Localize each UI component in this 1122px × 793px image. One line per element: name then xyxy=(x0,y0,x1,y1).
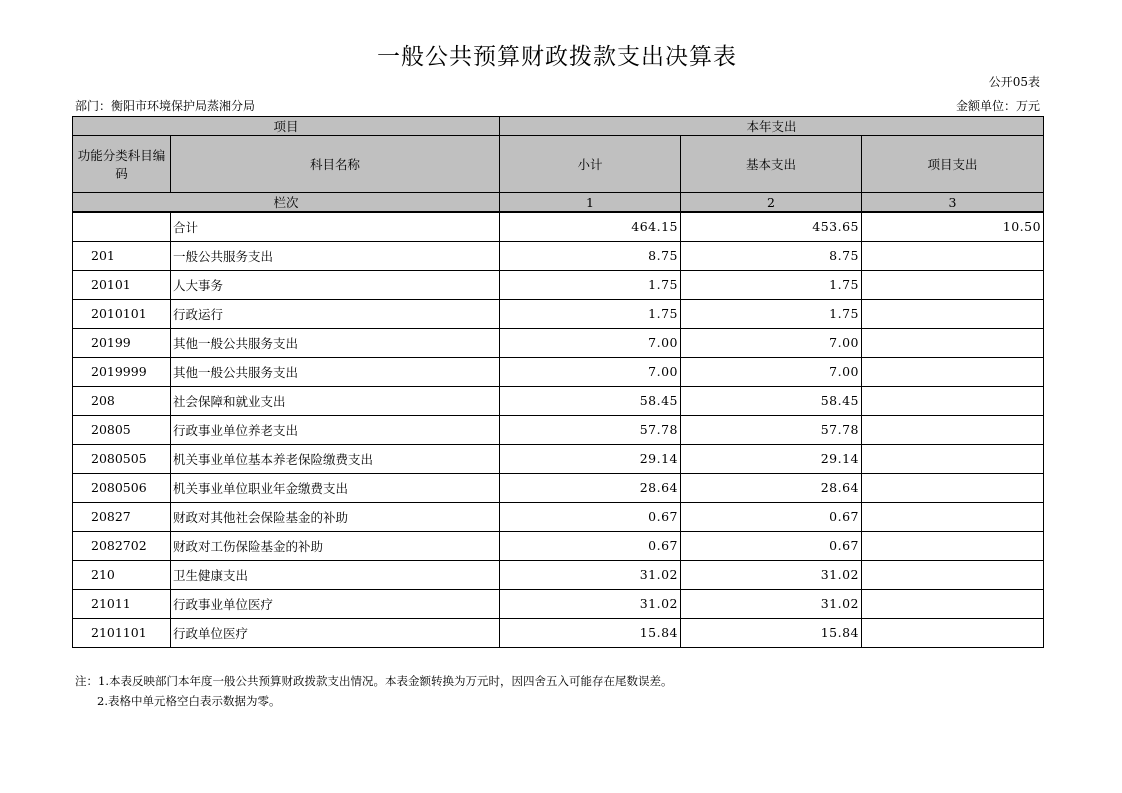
table-row xyxy=(73,444,1044,473)
project-cell xyxy=(862,531,1044,560)
header-subject-name: 科目名称 xyxy=(171,136,500,193)
subject-name-cell: 行政运行 xyxy=(171,299,500,328)
project-cell xyxy=(862,386,1044,415)
note-1: 注：1.本表反映部门本年度一般公共预算财政拨款支出情况。本表金额转换为万元时，因四舍五入可能存在尾数误差。 xyxy=(75,674,673,688)
subject-name-cell: 社会保障和就业支出 xyxy=(171,386,500,415)
unit-label: 金额单位：万元 xyxy=(955,99,1040,113)
subject-name-cell: 行政事业单位养老支出 xyxy=(171,415,500,444)
project-cell xyxy=(862,415,1044,444)
table-row xyxy=(73,589,1044,618)
func-code-cell: 201 xyxy=(73,241,171,270)
project-cell xyxy=(862,473,1044,502)
subtotal-cell: 28.64 xyxy=(500,473,681,502)
func-code-cell: 2082702 xyxy=(73,531,171,560)
func-code-cell: 2101101 xyxy=(73,618,171,647)
func-code-cell: 208 xyxy=(73,386,171,415)
header-col1: 1 xyxy=(500,193,681,213)
table-row xyxy=(73,270,1044,299)
subtotal-cell: 58.45 xyxy=(500,386,681,415)
project-cell xyxy=(862,560,1044,589)
form-code: 公开05表 xyxy=(988,75,1040,89)
header-current-year: 本年支出 xyxy=(500,117,1044,136)
subject-name-cell: 人大事务 xyxy=(171,270,500,299)
table-row xyxy=(73,473,1044,502)
notes xyxy=(75,671,672,711)
expenditure-table xyxy=(72,116,1044,648)
table-row xyxy=(73,299,1044,328)
func-code-cell: 20101 xyxy=(73,270,171,299)
table-row xyxy=(73,415,1044,444)
subtotal-cell: 7.00 xyxy=(500,328,681,357)
func-code-cell: 21011 xyxy=(73,589,171,618)
func-code-cell: 2080506 xyxy=(73,473,171,502)
subtotal-cell: 0.67 xyxy=(500,531,681,560)
header-func-code: 功能分类科目编码 xyxy=(73,136,171,193)
func-code-cell xyxy=(73,212,171,241)
basic-cell: 0.67 xyxy=(681,502,862,531)
basic-cell: 8.75 xyxy=(681,241,862,270)
table-row xyxy=(73,560,1044,589)
note-2: 2.表格中单元格空白表示数据为零。 xyxy=(97,694,281,708)
table-row xyxy=(73,502,1044,531)
subject-name-cell: 机关事业单位职业年金缴费支出 xyxy=(171,473,500,502)
table-row xyxy=(73,357,1044,386)
table-row xyxy=(73,328,1044,357)
header-subtotal: 小计 xyxy=(500,136,681,193)
subject-name-cell: 卫生健康支出 xyxy=(171,560,500,589)
table-row xyxy=(73,241,1044,270)
basic-cell: 15.84 xyxy=(681,618,862,647)
header-basic: 基本支出 xyxy=(681,136,862,193)
basic-cell: 31.02 xyxy=(681,589,862,618)
func-code-cell: 20805 xyxy=(73,415,171,444)
department-label: 部门：衡阳市环境保护局蒸湘分局 xyxy=(75,99,256,113)
table-row xyxy=(73,618,1044,647)
basic-cell: 31.02 xyxy=(681,560,862,589)
subtotal-cell: 29.14 xyxy=(500,444,681,473)
basic-cell: 28.64 xyxy=(681,473,862,502)
header-col2: 2 xyxy=(681,193,862,213)
subtotal-cell: 31.02 xyxy=(500,589,681,618)
table-row xyxy=(73,531,1044,560)
subtotal-cell: 0.67 xyxy=(500,502,681,531)
basic-cell: 57.78 xyxy=(681,415,862,444)
project-cell xyxy=(862,444,1044,473)
basic-cell: 1.75 xyxy=(681,270,862,299)
subject-name-cell: 行政事业单位医疗 xyxy=(171,589,500,618)
subject-name-cell: 机关事业单位基本养老保险缴费支出 xyxy=(171,444,500,473)
subject-name-cell: 其他一般公共服务支出 xyxy=(171,328,500,357)
subject-name-cell: 合计 xyxy=(171,212,500,241)
subtotal-cell: 31.02 xyxy=(500,560,681,589)
subtotal-cell: 7.00 xyxy=(500,357,681,386)
header-project: 项目支出 xyxy=(862,136,1044,193)
func-code-cell: 2080505 xyxy=(73,444,171,473)
subject-name-cell: 其他一般公共服务支出 xyxy=(171,357,500,386)
subject-name-cell: 财政对其他社会保险基金的补助 xyxy=(171,502,500,531)
subtotal-cell: 15.84 xyxy=(500,618,681,647)
subtotal-cell: 8.75 xyxy=(500,241,681,270)
basic-cell: 7.00 xyxy=(681,328,862,357)
subtotal-cell: 1.75 xyxy=(500,299,681,328)
func-code-cell: 210 xyxy=(73,560,171,589)
func-code-cell: 20199 xyxy=(73,328,171,357)
header-col3: 3 xyxy=(862,193,1044,213)
basic-cell: 7.00 xyxy=(681,357,862,386)
project-cell xyxy=(862,299,1044,328)
basic-cell: 1.75 xyxy=(681,299,862,328)
table-body xyxy=(73,212,1044,647)
table-row xyxy=(73,212,1044,241)
subtotal-cell: 1.75 xyxy=(500,270,681,299)
subject-name-cell: 行政单位医疗 xyxy=(171,618,500,647)
basic-cell: 58.45 xyxy=(681,386,862,415)
project-cell xyxy=(862,502,1044,531)
subject-name-cell: 财政对工伤保险基金的补助 xyxy=(171,531,500,560)
project-cell xyxy=(862,357,1044,386)
project-cell xyxy=(862,328,1044,357)
project-cell xyxy=(862,241,1044,270)
subtotal-cell: 464.15 xyxy=(500,212,681,241)
basic-cell: 0.67 xyxy=(681,531,862,560)
basic-cell: 453.65 xyxy=(681,212,862,241)
func-code-cell: 20827 xyxy=(73,502,171,531)
project-cell xyxy=(862,270,1044,299)
header-item: 项目 xyxy=(73,117,500,136)
page-title: 一般公共预算财政拨款支出决算表 xyxy=(377,44,737,70)
subtotal-cell: 57.78 xyxy=(500,415,681,444)
project-cell xyxy=(862,618,1044,647)
func-code-cell: 2019999 xyxy=(73,357,171,386)
func-code-cell: 2010101 xyxy=(73,299,171,328)
project-cell xyxy=(862,589,1044,618)
basic-cell: 29.14 xyxy=(681,444,862,473)
table-row xyxy=(73,386,1044,415)
subject-name-cell: 一般公共服务支出 xyxy=(171,241,500,270)
header-lanci: 栏次 xyxy=(73,193,500,213)
project-cell: 10.50 xyxy=(862,212,1044,241)
